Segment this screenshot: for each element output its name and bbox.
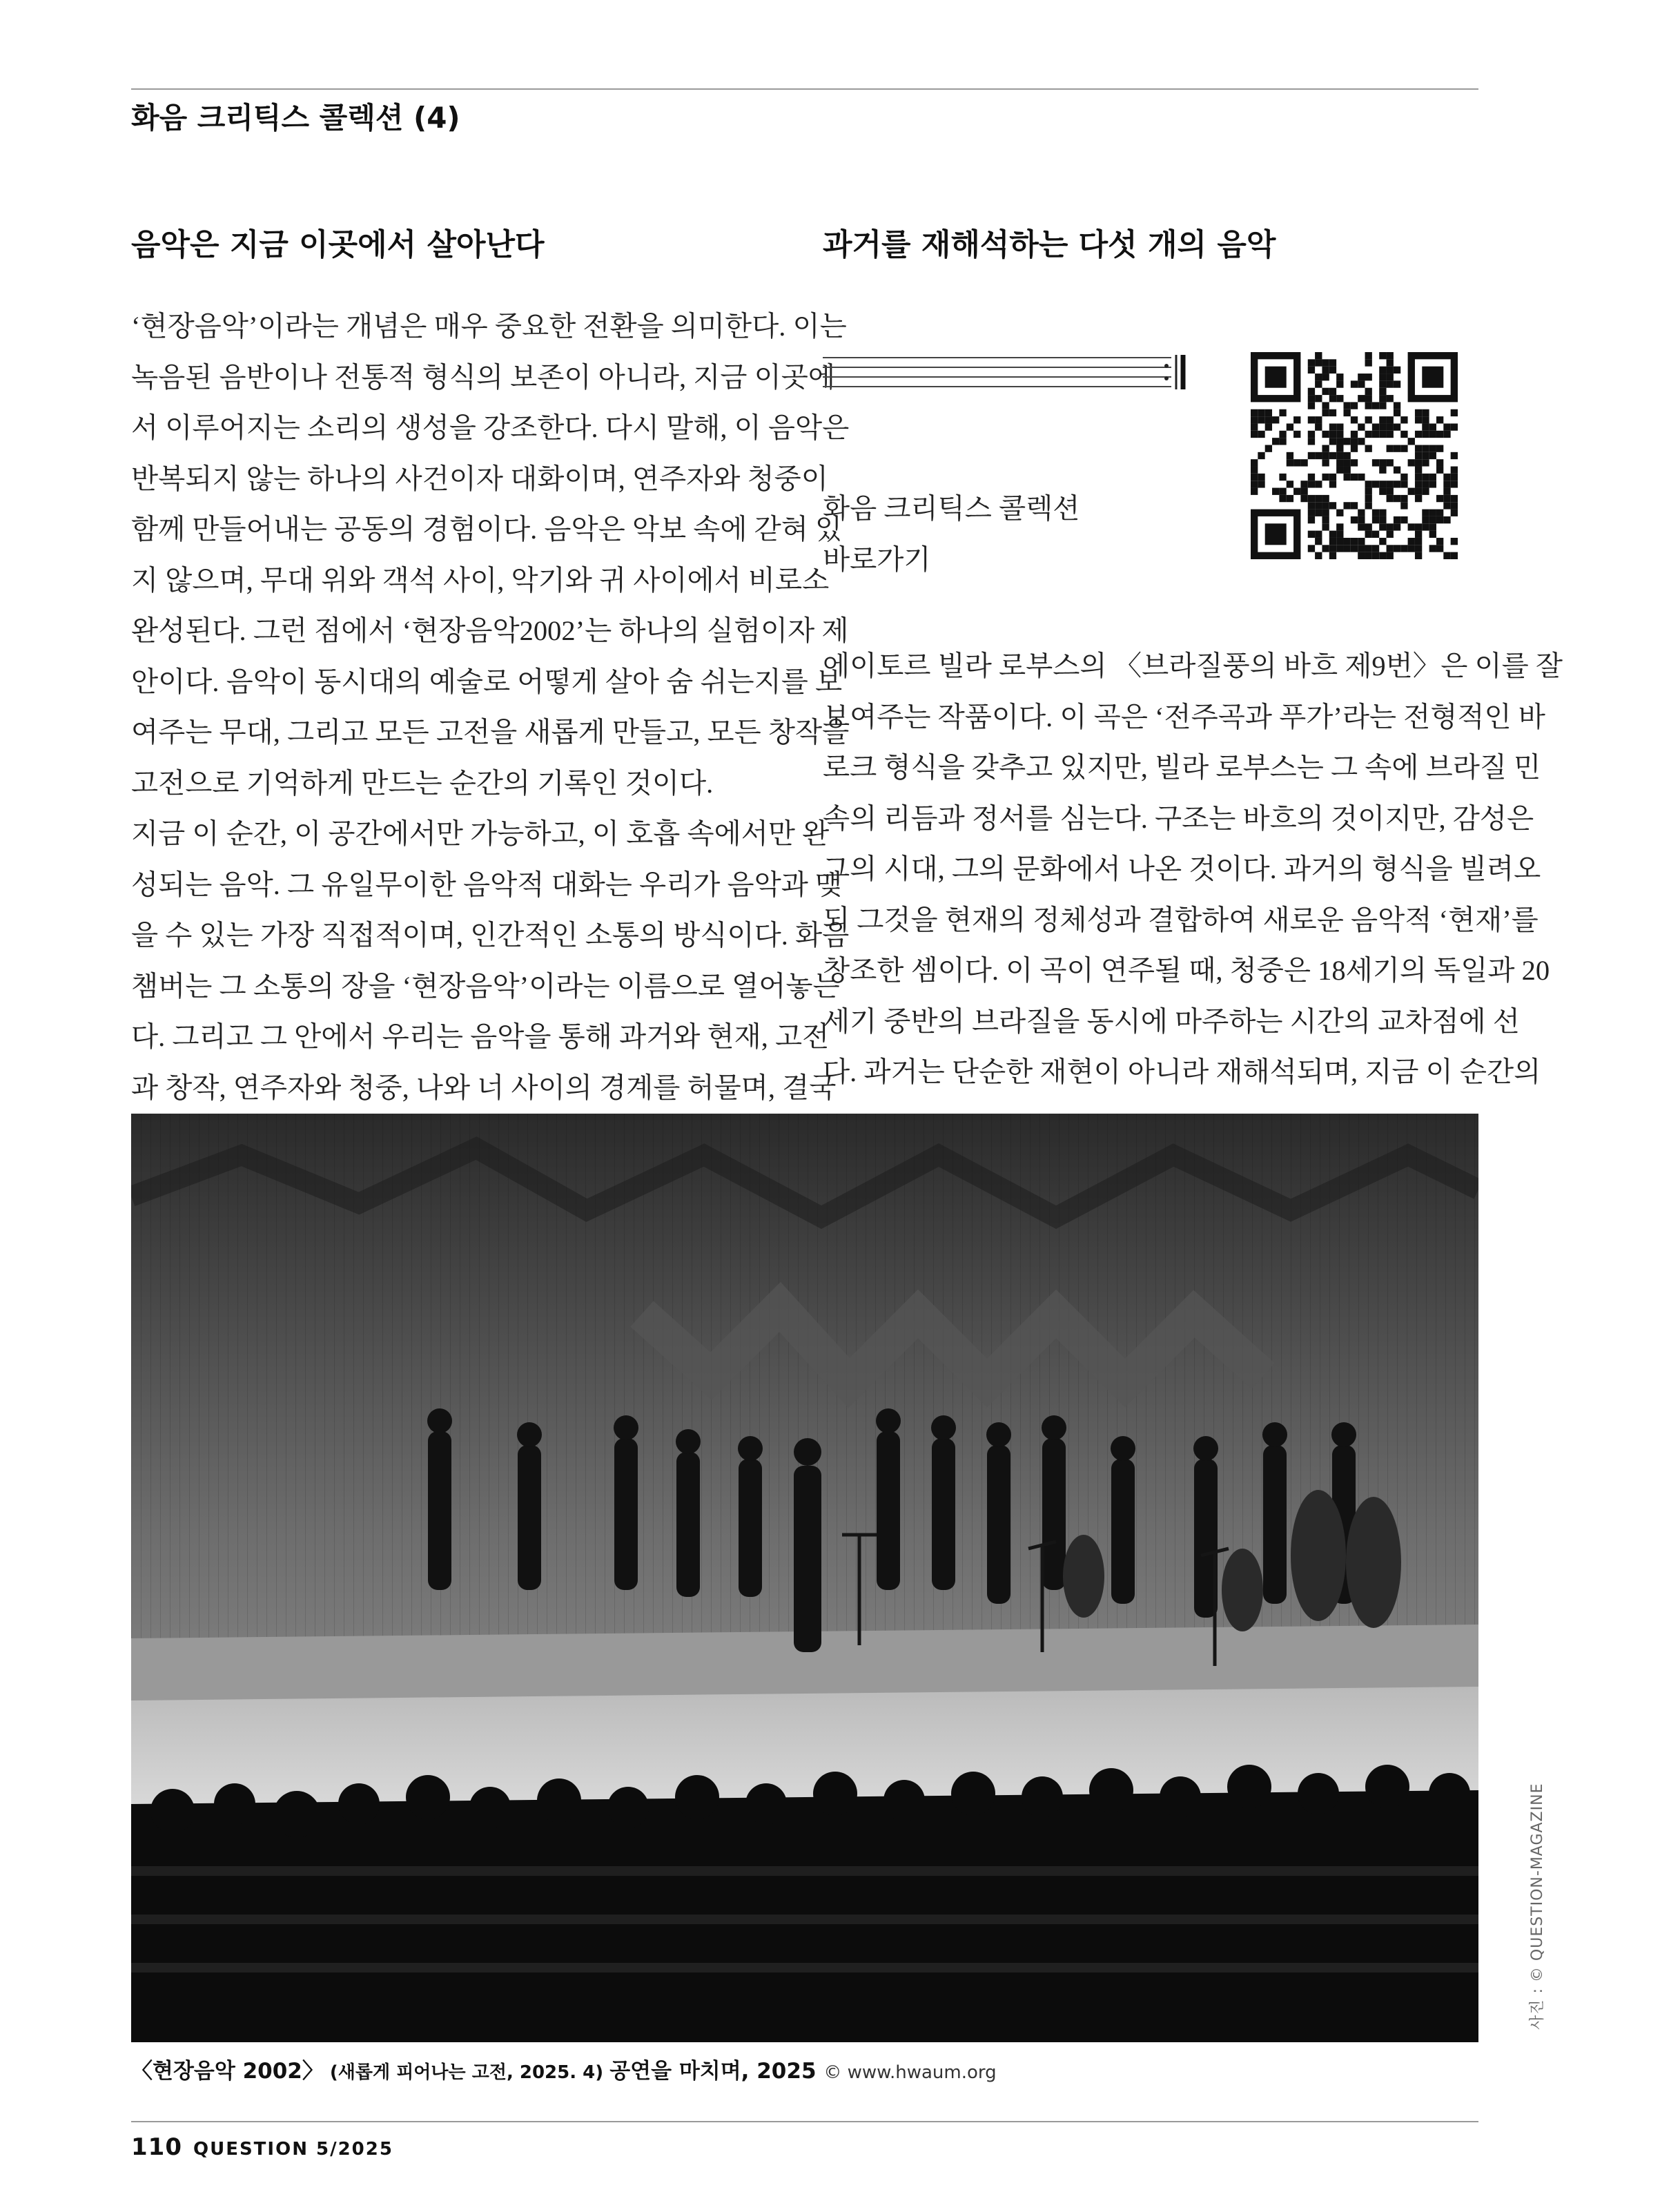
- text-line: 녹음된 음반이나 전통적 형식의 보존이 아니라, 지금 이곳에: [131, 361, 835, 393]
- magazine-issue: QUESTION 5/2025: [193, 2139, 393, 2160]
- text-line: 그의 시대, 그의 문화에서 나온 것이다. 과거의 형식을 빌려오: [823, 853, 1541, 884]
- text-line: 다. 과거는 단순한 재현이 아니라 재해석되며, 지금 이 순간의: [823, 1056, 1541, 1087]
- bottom-rule: [131, 2121, 1478, 2122]
- folio: [131, 2133, 393, 2161]
- text-line: ‘현장음악’이라는 개념은 매우 중요한 전환을 의미한다. 이는: [131, 311, 847, 342]
- text-line: 여주는 무대, 그리고 모든 고전을 새롭게 만들고, 모든 창작을: [131, 717, 850, 748]
- text-line: 성되는 음악. 그 유일무이한 음악적 대화는 우리가 음악과 맺: [131, 869, 843, 900]
- concert-photo: [131, 1114, 1478, 2042]
- text-line: 을 수 있는 가장 직접적이며, 인간적인 소통의 방식이다. 화음: [131, 920, 850, 951]
- text-line: 반복되지 않는 하나의 사건이자 대화이며, 연주자와 청중이: [131, 463, 828, 494]
- text-line: 세기 중반의 브라질을 동시에 마주하는 시간의 교차점에 선: [823, 1005, 1520, 1037]
- photo-caption: [131, 2053, 997, 2084]
- text-line: 지금 이 순간, 이 공간에서만 가능하고, 이 호흡 속에서만 완: [131, 818, 830, 849]
- text-line: 보여주는 작품이다. 이 곡은 ‘전주곡과 푸가’라는 전형적인 바: [823, 701, 1545, 733]
- text-line: 안이다. 음악이 동시대의 예술로 어떻게 살아 숨 쉬는지를 보: [131, 666, 843, 697]
- right-heading: 과거를 재해석하는 다섯 개의 음악: [823, 227, 1276, 262]
- top-rule: [131, 88, 1478, 90]
- text-line: 지 않으며, 무대 위와 객석 사이, 악기와 귀 사이에서 비로소: [131, 564, 830, 596]
- link-label-line1: 화음 크리틱스 콜렉션: [823, 493, 1080, 524]
- text-line: 챔버는 그 소통의 장을 ‘현장음악’이라는 이름으로 열어놓는: [131, 970, 840, 1002]
- text-line: 에이토르 빌라 로부스의 〈브라질풍의 바흐 제9번〉은 이를 잘: [823, 650, 1563, 681]
- link-label-line2: 바로가기: [823, 543, 931, 575]
- text-line: 되 그것을 현재의 정체성과 결합하여 새로운 음악적 ‘현재’를: [823, 904, 1539, 936]
- left-body: [131, 301, 850, 1164]
- text-line: 속의 리듬과 정서를 심는다. 구조는 바흐의 것이지만, 감성은: [823, 802, 1534, 834]
- text-line: 완성된다. 그런 점에서 ‘현장음악2002’는 하나의 실험이자 제: [131, 615, 849, 646]
- caption-subtitle: (새롭게 피어나는 고전, 2025. 4): [323, 2062, 610, 2083]
- text-line: 서 이루어지는 소리의 생성을 강조한다. 다시 말해, 이 음악은: [131, 412, 850, 443]
- caption-text: 공연을 마치며, 2025: [609, 2059, 824, 2084]
- text-line: 과 창작, 연주자와 청중, 나와 너 사이의 경계를 허물며, 결국: [131, 1072, 837, 1103]
- music-staff-graphic: [823, 352, 1189, 392]
- text-line: 함께 만들어내는 공동의 경험이다. 음악은 악보 속에 갇혀 있: [131, 514, 843, 545]
- caption-url[interactable]: © www.hwaum.org: [823, 2062, 997, 2083]
- right-body: [823, 641, 1563, 1098]
- page-number: 110: [131, 2133, 182, 2161]
- left-heading: 음악은 지금 이곳에서 살아난다: [131, 227, 545, 262]
- series-title: 화음 크리틱스 콜렉션 (4): [131, 101, 460, 135]
- qr-code[interactable]: [1251, 352, 1458, 559]
- text-line: 로크 형식을 갖추고 있지만, 빌라 로부스는 그 속에 브라질 민: [823, 752, 1541, 783]
- text-line: 창조한 셈이다. 이 곡이 연주될 때, 청중은 18세기의 독일과 20: [823, 955, 1550, 986]
- caption-title: 〈현장음악 2002〉: [131, 2059, 324, 2084]
- collection-link[interactable]: [823, 483, 1080, 585]
- text-line: 고전으로 기억하게 만드는 순간의 기록인 것이다.: [131, 767, 714, 799]
- text-line: 다. 그리고 그 안에서 우리는 음악을 통해 과거와 현재, 고전: [131, 1021, 830, 1052]
- photo-credit: 사진 : © QUESTION-MAGAZINE: [1529, 1783, 1546, 2030]
